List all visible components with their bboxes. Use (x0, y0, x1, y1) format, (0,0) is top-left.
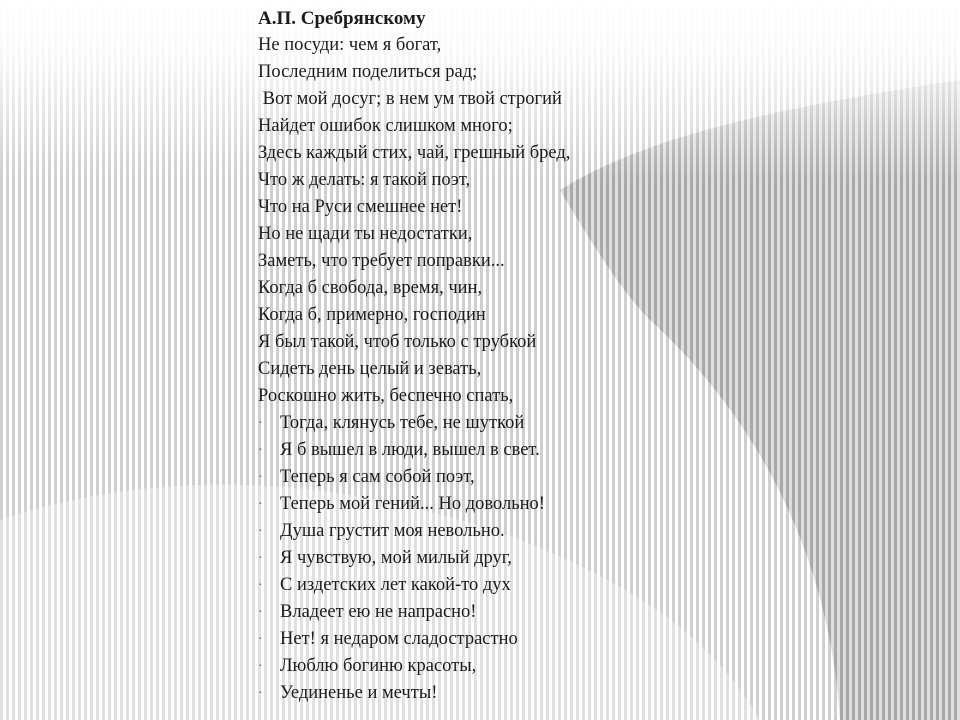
bullet-line (258, 572, 818, 599)
poem-line: Найдет ошибок слишком много; (258, 116, 513, 136)
poem-line: Здесь каждый стих, чай, грешный бред, (258, 143, 571, 163)
poem-line: Последним поделиться рад; (258, 62, 478, 82)
bullet-line (258, 437, 818, 464)
poem-line: Роскошно жить, беспечно спать, (258, 386, 514, 406)
poem-title: А.П. Сребрянскому (258, 8, 426, 29)
bullet-line-text: Люблю богиню красоты, (280, 656, 477, 676)
bullet-marker: · (258, 443, 263, 458)
bullet-line (258, 626, 818, 653)
bullet-line (258, 545, 818, 572)
bullet-line (258, 491, 818, 518)
bullet-line-text: Я чувствую, мой милый друг, (280, 548, 512, 568)
bullet-marker: · (258, 659, 263, 674)
bullet-line (258, 599, 818, 626)
bullet-marker: · (258, 632, 263, 647)
poem-line: Когда б, примерно, господин (258, 305, 486, 325)
bullet-marker: · (258, 416, 263, 431)
bullet-line-text: Теперь мой гений... Но довольно! (280, 494, 545, 514)
bullet-marker: · (258, 551, 263, 566)
bullet-marker: · (258, 470, 263, 485)
bullet-line-text: С издетских лет какой-то дух (280, 575, 511, 595)
bullet-marker: · (258, 497, 263, 512)
poem-line: Вот мой досуг; в нем ум твой строгий (258, 89, 562, 109)
bullet-line-text: Теперь я сам собой поэт, (280, 467, 475, 487)
bullet-line-text: Я б вышел в люди, вышел в свет. (280, 440, 540, 460)
bullet-line-text: Уединенье и мечты! (280, 683, 438, 703)
poem (258, 6, 818, 707)
poem-line: Что ж делать: я такой поэт, (258, 170, 471, 190)
bullet-marker: · (258, 605, 263, 620)
bullet-line-text: Владеет ею не напрасно! (280, 602, 477, 622)
bullet-line-text: Нет! я недаром сладострастно (280, 629, 518, 649)
bullet-marker: · (258, 578, 263, 593)
bullet-line (258, 464, 818, 491)
poem-line: Я был такой, чтоб только с трубкой (258, 332, 537, 352)
bullet-marker: · (258, 524, 263, 539)
poem-line: Заметь, что требует поправки... (258, 251, 505, 271)
bullet-line (258, 518, 818, 545)
bullet-line (258, 680, 818, 707)
bullet-marker: · (258, 686, 263, 701)
bullet-line (258, 410, 818, 437)
poem-line: Не посуди: чем я богат, (258, 35, 442, 55)
bullet-line-text: Душа грустит моя невольно. (280, 521, 505, 541)
bullet-line (258, 653, 818, 680)
poem-line: Сидеть день целый и зевать, (258, 359, 482, 379)
poem-line: Но не щади ты недостатки, (258, 224, 473, 244)
bullet-line-text: Тогда, клянусь тебе, не шуткой (280, 413, 525, 433)
poem-line: Когда б свобода, время, чин, (258, 278, 483, 298)
poem-line: Что на Руси смешнее нет! (258, 197, 463, 217)
